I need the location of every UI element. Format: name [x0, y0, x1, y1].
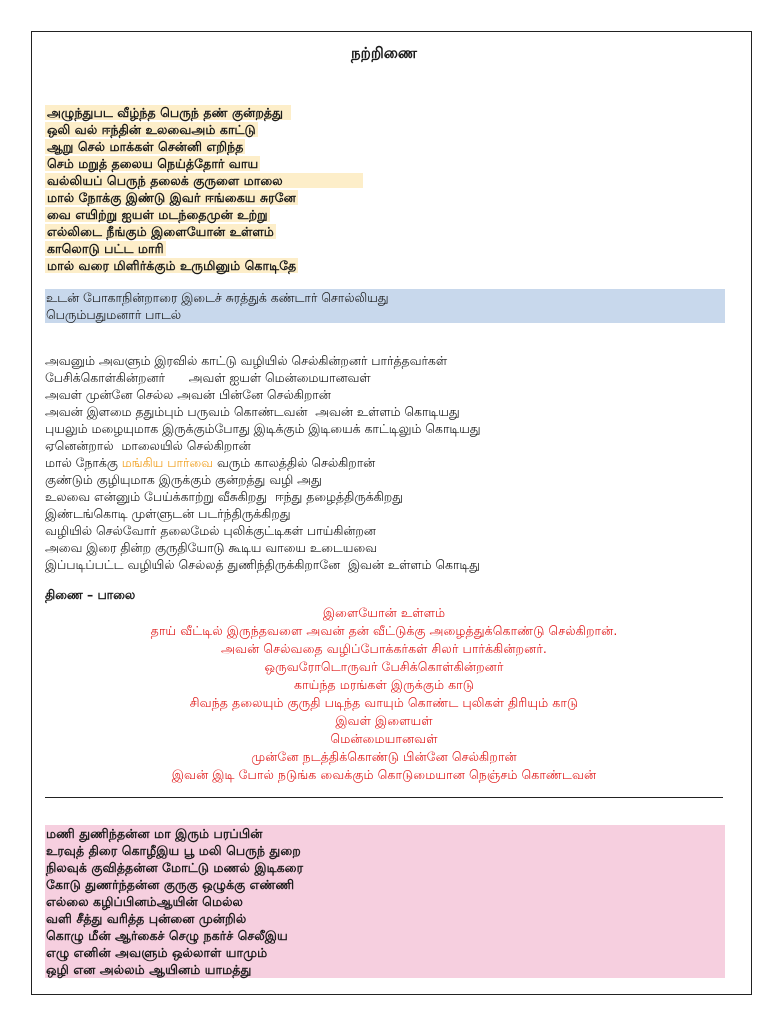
- poem-line: ஒலி வல் ஈந்தின் உலவைஅம் காட்டு: [47, 122, 256, 137]
- next-poem-line: எல்லை கழிப்பினம்ஆயின் மெல்ல: [46, 894, 243, 909]
- page-title: நற்றிணை: [350, 44, 418, 62]
- next-poem-line: உரவுத் திரை கொழீஇய பூ மலி பெருந் துறை: [46, 843, 301, 858]
- meaning-line: அவள் முன்னே செல்ல அவன் பின்னே செல்கிறான்: [45, 387, 331, 402]
- meaning-line: பேசிக்கொள்கின்றனர் அவள் ஐயள் மென்மையானவள்: [45, 370, 371, 385]
- poem-line: காலொடு பட்ட மாரி: [47, 241, 164, 256]
- meaning-line: புயலும் மழையுமாக இருக்கும்போது இடிக்கும் இடியைக் காட்டிலும் கொடியது: [45, 421, 481, 436]
- explanation-line: ஒருவரோடொருவர் பேசிக்கொள்கின்றனர்: [264, 659, 504, 674]
- next-poem-line: நிலவுக் குவித்தன்ன மோட்டு மணல் இடிகரை: [46, 860, 304, 875]
- explanation-line: இளையோன் உள்ளம்: [322, 605, 446, 620]
- explanation-line: இவள் இளையள்: [335, 713, 433, 728]
- thinai-label: திணை – பாலை: [45, 587, 136, 602]
- poem-line: வை எயிற்று ஐயள் மடந்தைமுன் உற்று: [47, 207, 268, 222]
- explanation-line: அவன் செல்வதை வழிப்போக்கர்கள் சிலர் பார்க்கின்றனர்.: [221, 641, 547, 656]
- explanation-line: மென்மையானவள்: [330, 731, 438, 746]
- meaning-line: அவன் இளமை ததும்பும் பருவம் கொண்டவன் அவன் உள்ளம் கொடியது: [45, 404, 460, 419]
- meaning-line: ஏனென்றால் மாலையில் செல்கிறான்: [45, 438, 251, 453]
- next-poem-block: [45, 825, 725, 978]
- explanation-block: [45, 604, 723, 784]
- next-poem-line: ஒழி என அல்லம் ஆயினம் யாமத்து: [46, 962, 252, 977]
- poem-line: அழுந்துபட வீழ்ந்த பெருந் தண் குன்றத்து: [45, 104, 363, 121]
- poem-line: வல்லியப் பெருந் தலைக் குருளை மாலை: [45, 172, 363, 189]
- meaning-text: மால் நோக்கு: [45, 455, 122, 470]
- explanation-line: சிவந்த தலையும் குருதி படிந்த வாயும் கொண்ட புலிகள் திரியும் காடு: [189, 695, 579, 710]
- poem-line: மால் நோக்கு இண்டு இவர் ஈங்கைய சுரனே: [47, 190, 296, 205]
- next-poem-line: கோடு துணர்ந்தன்ன குருகு ஒழுக்கு எண்ணி: [46, 877, 295, 892]
- meaning-line: அவை இரை தின்ற குருதியோடு கூடிய வாயை உடையவை: [45, 540, 377, 555]
- poem-line: எல்லிடை நீங்கும் இளையோன் உள்ளம்: [47, 224, 274, 239]
- context-box: [45, 289, 725, 323]
- highlighted-phrase: மங்கிய பார்வை: [121, 455, 213, 470]
- meaning-line: உலவை என்னும் பேய்க்காற்று வீசுகிறது ஈந்து தழைத்திருக்கிறது: [45, 489, 403, 504]
- poem-line: ஆறு செல் மாக்கள் சென்னி எறிந்த: [47, 139, 244, 154]
- explanation-line: தாய் வீட்டில் இருந்தவளை அவன் தன் வீட்டுக்கு அழைத்துக்கொண்டு செல்கிறான்.: [150, 623, 618, 638]
- next-poem-line: மணி துணிந்தன்ன மா இரும் பரப்பின்: [46, 826, 263, 841]
- meaning-line: வழியில் செல்வோர் தலைமேல் புலிக்குட்டிகள் பாய்கின்றன: [45, 523, 376, 538]
- poem-line: மால் வரை மிளிர்க்கும் உருமினும் கொடிதே: [47, 258, 297, 273]
- poem-block: [45, 104, 363, 274]
- explanation-line: இவன் இடி போல் நடுங்க வைக்கும் கொடுமையான நெஞ்சம் கொண்டவன்: [171, 767, 597, 782]
- meaning-line: இண்டங்கொடி முள்ளுடன் படர்ந்திருக்கிறது: [45, 506, 291, 521]
- poem-line: செம் மறுத் தலைய நெய்த்தோர் வாய: [47, 156, 259, 171]
- meaning-line-mixed: [45, 454, 481, 471]
- section-divider: [45, 797, 723, 798]
- meaning-line: குண்டும் குழியுமாக இருக்கும் குன்றத்து வழி அது: [45, 472, 322, 487]
- explanation-line: காய்ந்த மரங்கள் இருக்கும் காடு: [294, 677, 474, 692]
- context-line: உடன் போகாநின்றாரை இடைச் சுரத்துக் கண்டார் சொல்லியது: [46, 290, 389, 305]
- explanation-line: முன்னே நடத்திக்கொண்டு பின்னே செல்கிறான்: [251, 749, 517, 764]
- meaning-line: அவனும் அவளும் இரவில் காட்டு வழியில் செல்கின்றனர் பார்த்தவர்கள்: [45, 353, 448, 368]
- next-poem-line: கொழு மீன் ஆர்கைச் செழு நகர்ச் செலீஇய: [46, 928, 288, 943]
- next-poem-line: எழு எனின் அவளும் ஒல்லாள் யாமும்: [46, 945, 268, 960]
- context-line: பெரும்பதுமனார் பாடல்: [46, 307, 181, 322]
- meaning-block: [45, 352, 481, 573]
- next-poem-line: வளி சீத்து வரித்த புன்னை முன்றில்: [46, 911, 247, 926]
- meaning-text: வரும் காலத்தில் செல்கிறான்: [213, 455, 376, 470]
- meaning-line: இப்படிப்பட்ட வழியில் செல்லத் துணிந்திருக்கிறானே இவன் உள்ளம் கொடிது: [45, 557, 480, 572]
